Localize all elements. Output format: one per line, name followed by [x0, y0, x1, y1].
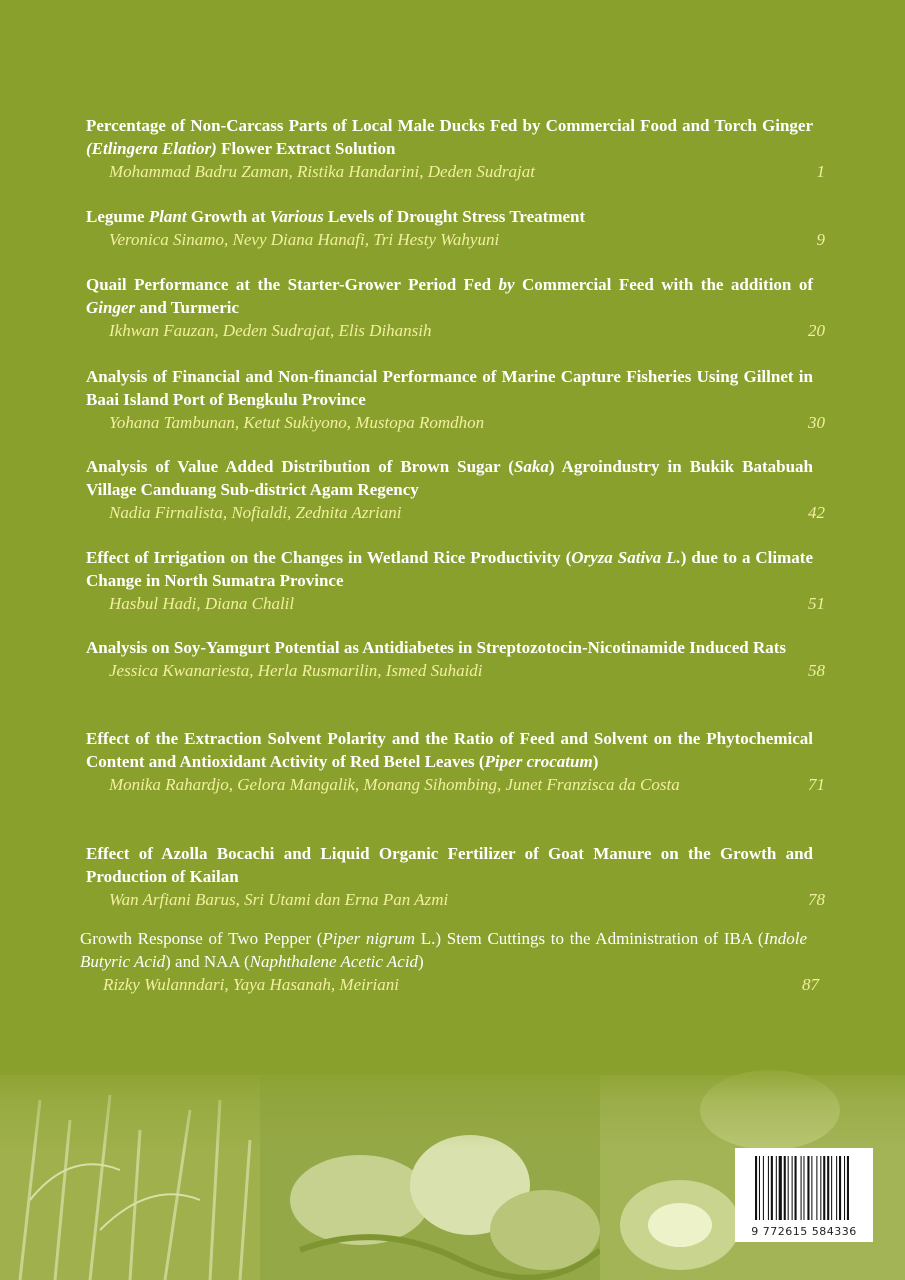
toc-title-italic: Plant	[148, 207, 187, 226]
toc-title	[86, 636, 813, 659]
toc-page: 20	[808, 321, 825, 340]
toc-title-italic: by	[498, 275, 515, 294]
toc-authors: Rizky Wulanndari, Yaya Hasanah, Meiriani	[103, 975, 399, 994]
toc-title-text: Flower Extract Solution	[216, 139, 396, 158]
toc-entry[interactable]	[86, 273, 825, 342]
toc-title	[86, 546, 813, 592]
toc-page: 30	[808, 413, 825, 432]
toc-title-italic: Oryza Sativa L.	[571, 548, 681, 567]
toc-title-text: )	[592, 752, 599, 771]
toc-page: 51	[808, 594, 825, 613]
toc-title-text: Quail Performance at the Starter-Grower Period Fed	[86, 275, 499, 294]
toc-entry[interactable]	[86, 842, 825, 911]
toc-title-text: Effect of Azolla Bocachi and Liquid Organic Fertilizer of Goat Manure on the Growth and Production of Kailan	[86, 844, 813, 886]
toc-title-text: Effect of Irrigation on the Changes in Wetland Rice Productivity (	[86, 548, 572, 567]
toc-entry[interactable]	[80, 927, 819, 996]
toc-title-text: Analysis of Value Added Distribution of Brown Sugar (	[86, 457, 514, 476]
toc-authors: Mohammad Badru Zaman, Ristika Handarini, Deden Sudrajat	[109, 162, 535, 181]
toc-title-italic: Naphthalene Acetic Acid	[249, 952, 419, 971]
toc-authors: Veronica Sinamo, Nevy Diana Hanafi, Tri Hesty Wahyuni	[109, 230, 500, 249]
toc-entry[interactable]	[86, 455, 825, 524]
toc-entry[interactable]	[86, 114, 825, 183]
toc-title-text: ) Agroindustry in Bukik Batabuah Village Canduang Sub-district Agam Regency	[86, 457, 813, 499]
toc-title	[86, 205, 813, 228]
toc-title	[86, 727, 813, 773]
toc-title-italic: Various	[269, 207, 324, 226]
toc-title-italic: (Etlingera Elatior)	[86, 139, 217, 158]
toc-title-text: Effect of the Extraction Solvent Polarity and the Ratio of Feed and Solvent on the Phytochemical Content and Antioxidant Activity of Red Betel Leaves (	[86, 729, 813, 771]
toc-title-italic: Saka	[513, 457, 549, 476]
toc-title	[80, 927, 807, 973]
toc-entry[interactable]	[86, 546, 825, 615]
toc-entry[interactable]	[86, 205, 825, 251]
toc-title-text: Percentage of Non-Carcass Parts of Local Male Ducks Fed by Commercial Food and Torch Ginger	[86, 116, 813, 135]
toc-title-italic: Indole Butyric Acid	[80, 929, 807, 971]
toc-page: 42	[808, 503, 825, 522]
toc-page: 78	[808, 890, 825, 909]
toc-title	[86, 365, 813, 411]
toc-title-text: )	[418, 952, 424, 971]
toc-authors: Monika Rahardjo, Gelora Mangalik, Monang Sihombing, Junet Franzisca da Costa	[109, 775, 680, 794]
toc-title	[86, 273, 813, 319]
toc-title-text: ) due to a Climate Change in North Sumatra Province	[86, 548, 813, 590]
toc-title-text: and Turmeric	[135, 298, 240, 317]
toc-title-italic: Piper nigrum	[322, 929, 416, 948]
toc-title-italic: Ginger	[86, 298, 136, 317]
toc-page: 9	[816, 230, 825, 249]
barcode	[735, 1148, 873, 1242]
toc-authors: Nadia Firnalista, Nofialdi, Zednita Azriani	[109, 503, 402, 522]
barcode-digits: 9 772615 584336	[751, 1225, 857, 1238]
toc-title-text: Commercial Feed with the addition of	[514, 275, 813, 294]
toc-entry[interactable]	[86, 365, 825, 434]
toc-title	[86, 842, 813, 888]
toc-authors: Yohana Tambunan, Ketut Sukiyono, Mustopa Romdhon	[109, 413, 485, 432]
toc-page: 1	[816, 162, 825, 181]
toc-title-text: Legume	[86, 207, 149, 226]
toc-authors: Hasbul Hadi, Diana Chalil	[109, 594, 295, 613]
toc-title	[86, 114, 813, 160]
toc-page: 58	[808, 661, 825, 680]
toc-title-text: L.) Stem Cuttings to the Administration of IBA (	[415, 929, 764, 948]
toc-title-text: Analysis of Financial and Non-financial Performance of Marine Capture Fisheries Using Gillnet in Baai Island Port of Bengkulu Province	[86, 367, 813, 409]
barcode-bars-icon	[735, 1154, 873, 1228]
toc-title-text: Analysis on Soy-Yamgurt Potential as Antidiabetes in Streptozotocin-Nicotinamide Induced Rats	[86, 638, 787, 657]
toc-page: 87	[802, 975, 819, 994]
toc-entry[interactable]	[86, 727, 825, 796]
toc-title-text: Growth at	[186, 207, 270, 226]
toc-title-text: Levels of Drought Stress Treatment	[323, 207, 586, 226]
toc-title	[86, 455, 813, 501]
toc-title-italic: Piper crocatum	[484, 752, 593, 771]
toc-title-text: ) and NAA (	[165, 952, 250, 971]
toc-authors: Wan Arfiani Barus, Sri Utami dan Erna Pan Azmi	[109, 890, 449, 909]
toc-authors: Jessica Kwanariesta, Herla Rusmarilin, Ismed Suhaidi	[109, 661, 483, 680]
toc-page: 71	[808, 775, 825, 794]
toc-entry[interactable]	[86, 636, 825, 682]
toc-authors: Ikhwan Fauzan, Deden Sudrajat, Elis Dihansih	[109, 321, 432, 340]
toc-title-text: Growth Response of Two Pepper (	[80, 929, 323, 948]
